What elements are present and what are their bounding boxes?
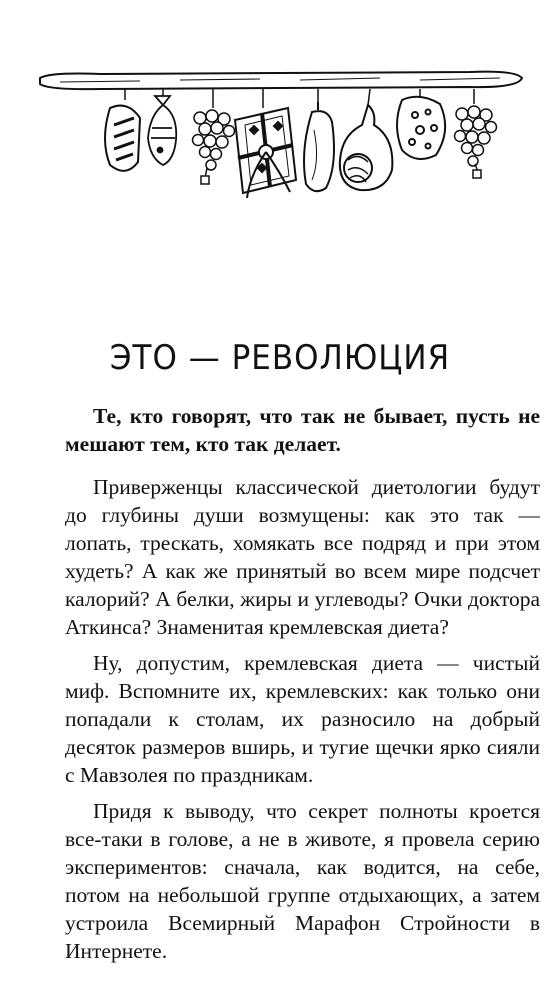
hanging-food-illustration (0, 0, 560, 300)
chapter-title: ЭТО — РЕВОЛЮЦИЯ (109, 338, 451, 378)
grapes-icon (193, 110, 235, 184)
paragraph: Приверженцы классической диетологии будут до глубины души возмущены: как это так — лопать, трескать, хомякать все подряд и при этом худеть? А как же принятый во всем мире подсчет калорий? А белки, жиры и углеводы? Очки доктора Аткинса? Знаменитая кремлевская диета? (65, 475, 540, 639)
paragraph: Придя к выводу, что секрет полноты кроется все-таки в голове, а не в животе, я провела серию экспериментов: сначала, как водится, на себе, потом на небольшой группе отдыхающих, а затем устроила Всемирный Марафон Стройности в Интернете. (65, 799, 540, 963)
epigraph: Те, кто говорят, что так не бывает, пусть не мешают тем, кто так делает. (65, 404, 540, 456)
gift-box-icon (235, 108, 296, 198)
text-body (65, 402, 540, 973)
paragraph: Ну, допустим, кремлевская диета — чистый миф. Вспомните их, кремлевских: как только они попадали к столам, их разносило на добрый десяток размеров вширь, и тугие щечки ярко сияли с Мавзолея по праздникам. (65, 651, 540, 787)
fish-icon (148, 96, 176, 165)
wooden-pole (40, 72, 522, 90)
cheese-icon (397, 97, 445, 159)
sausage-icon (304, 102, 334, 191)
grapes-icon-2 (455, 106, 497, 178)
bread-loaf-icon (105, 106, 140, 171)
ham-icon (340, 105, 393, 190)
